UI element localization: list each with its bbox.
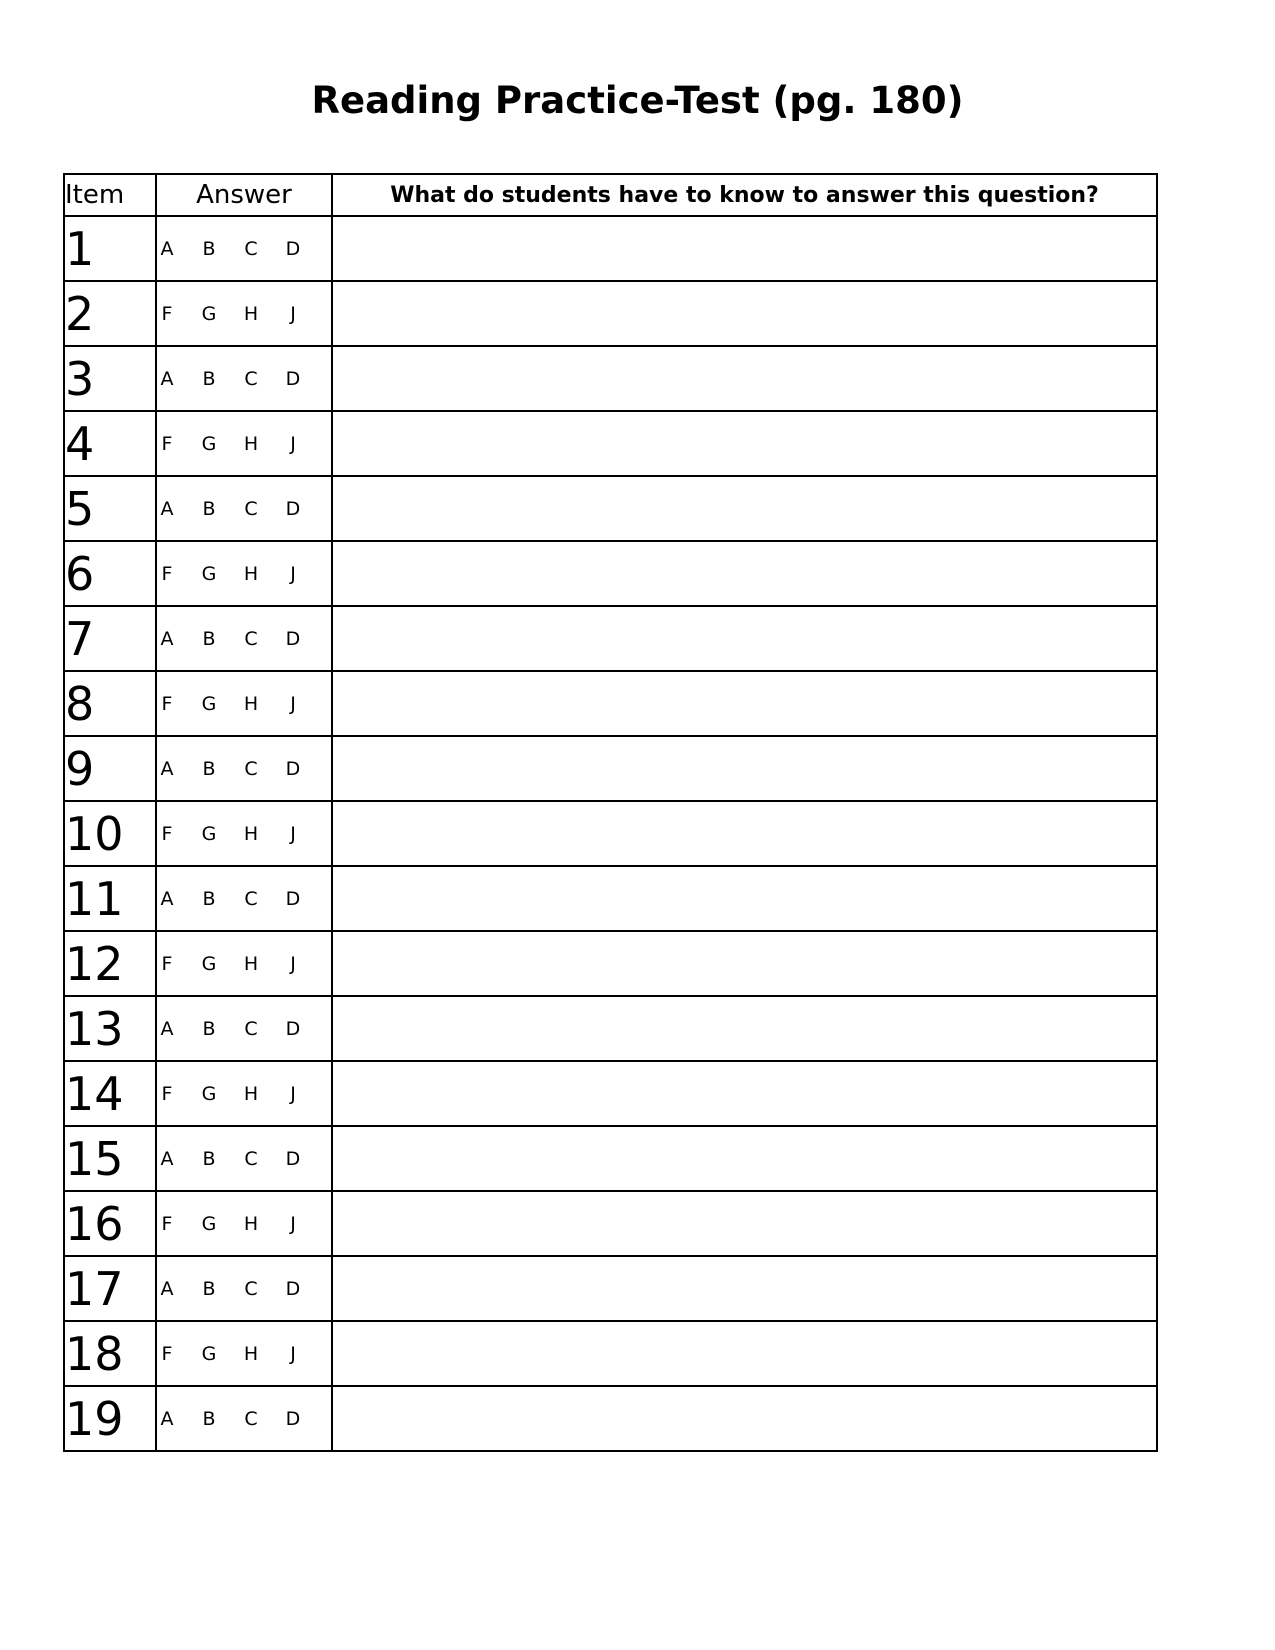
answer-choices [157, 368, 303, 390]
table-row [64, 411, 1157, 476]
answer-choices-cell [156, 606, 332, 671]
table-row [64, 866, 1157, 931]
item-column-header: Item [64, 174, 156, 216]
answer-choice[interactable]: A [160, 1277, 174, 1300]
table-body [64, 216, 1157, 1451]
answer-choices-cell [156, 1191, 332, 1256]
item-number: 11 [64, 866, 156, 931]
knowledge-response-cell[interactable] [332, 996, 1157, 1061]
table-row [64, 216, 1157, 281]
answer-choice[interactable]: H [243, 952, 259, 975]
knowledge-response-cell[interactable] [332, 801, 1157, 866]
answer-choice[interactable]: B [202, 757, 216, 780]
table-row [64, 1191, 1157, 1256]
page-title: Reading Practice-Test (pg. 180) [311, 79, 964, 122]
answer-choice[interactable]: C [244, 1407, 258, 1430]
answer-choices [157, 303, 303, 325]
item-number: 10 [64, 801, 156, 866]
answer-choices-cell [156, 1061, 332, 1126]
item-number: 6 [64, 541, 156, 606]
knowledge-response-cell[interactable] [332, 736, 1157, 801]
answer-choice[interactable]: D [285, 1017, 301, 1040]
knowledge-response-cell[interactable] [332, 411, 1157, 476]
knowledge-response-cell[interactable] [332, 1321, 1157, 1386]
answer-choice[interactable]: F [161, 822, 173, 845]
answer-choice[interactable]: D [285, 1147, 301, 1170]
table-row [64, 541, 1157, 606]
answer-choice[interactable]: C [244, 237, 258, 260]
answer-choice[interactable]: D [285, 757, 301, 780]
answer-choice[interactable]: B [202, 237, 216, 260]
answer-choices [157, 888, 303, 910]
answer-choice[interactable]: G [201, 952, 217, 975]
item-number: 17 [64, 1256, 156, 1321]
answer-column-header: Answer [156, 174, 332, 216]
answer-choices-cell [156, 1256, 332, 1321]
knowledge-response-cell[interactable] [332, 216, 1157, 281]
answer-choice[interactable]: D [285, 887, 301, 910]
item-number: 14 [64, 1061, 156, 1126]
table-row [64, 1386, 1157, 1451]
answer-choice[interactable]: H [243, 1212, 259, 1235]
table-row [64, 736, 1157, 801]
item-number: 12 [64, 931, 156, 996]
knowledge-column-header: What do students have to know to answer this question? [332, 174, 1157, 216]
answer-choices-cell [156, 216, 332, 281]
table-row [64, 671, 1157, 736]
table-row [64, 476, 1157, 541]
answer-choice[interactable]: B [202, 1147, 216, 1170]
answer-choices [157, 953, 303, 975]
knowledge-response-cell[interactable] [332, 1191, 1157, 1256]
answer-choice[interactable]: J [290, 432, 296, 455]
table-row [64, 996, 1157, 1061]
knowledge-response-cell[interactable] [332, 1256, 1157, 1321]
answer-choices-cell [156, 476, 332, 541]
answer-choice[interactable]: A [160, 757, 174, 780]
answer-choices-cell [156, 996, 332, 1061]
answer-choice[interactable]: G [201, 692, 217, 715]
item-number: 15 [64, 1126, 156, 1191]
table-row [64, 281, 1157, 346]
answer-choice[interactable]: F [161, 952, 173, 975]
answer-choice[interactable]: J [290, 1342, 296, 1365]
knowledge-response-cell[interactable] [332, 1126, 1157, 1191]
answer-choice[interactable]: F [161, 1342, 173, 1365]
answer-choices [157, 1148, 303, 1170]
table-row [64, 1061, 1157, 1126]
answer-choice[interactable]: A [160, 1407, 174, 1430]
knowledge-response-cell[interactable] [332, 281, 1157, 346]
answer-choice[interactable]: G [201, 432, 217, 455]
item-number: 18 [64, 1321, 156, 1386]
answer-choice[interactable]: A [160, 237, 174, 260]
answer-choice[interactable]: D [285, 497, 301, 520]
table-row [64, 931, 1157, 996]
item-number: 3 [64, 346, 156, 411]
answer-choices-cell [156, 346, 332, 411]
answer-choice[interactable]: D [285, 1277, 301, 1300]
answer-choice[interactable]: A [160, 627, 174, 650]
answer-choice[interactable]: A [160, 497, 174, 520]
answer-choice[interactable]: B [202, 367, 216, 390]
answer-choices-cell [156, 411, 332, 476]
answer-choice[interactable]: D [285, 627, 301, 650]
answer-choice[interactable]: J [290, 1082, 296, 1105]
answer-choice[interactable]: J [290, 692, 296, 715]
answer-choice[interactable]: G [201, 562, 217, 585]
answer-choice[interactable]: C [244, 627, 258, 650]
answer-choice[interactable]: C [244, 887, 258, 910]
answer-choice[interactable]: A [160, 887, 174, 910]
answer-choices [157, 1018, 303, 1040]
item-number: 8 [64, 671, 156, 736]
answer-choices-cell [156, 1386, 332, 1451]
answer-choices [157, 563, 303, 585]
answer-choices [157, 433, 303, 455]
header-row [64, 174, 1157, 216]
item-number: 16 [64, 1191, 156, 1256]
answer-choice[interactable]: F [161, 302, 173, 325]
answer-choice[interactable]: A [160, 367, 174, 390]
answer-choice[interactable]: D [285, 237, 301, 260]
table-row [64, 346, 1157, 411]
knowledge-response-cell[interactable] [332, 1061, 1157, 1126]
answer-choice[interactable]: B [202, 627, 216, 650]
answer-choice[interactable]: A [160, 1017, 174, 1040]
answer-choice[interactable]: J [290, 952, 296, 975]
answer-choices [157, 1278, 303, 1300]
answer-choice[interactable]: B [202, 1407, 216, 1430]
answer-choice[interactable]: G [201, 1342, 217, 1365]
answer-choice[interactable]: C [244, 757, 258, 780]
knowledge-response-cell[interactable] [332, 931, 1157, 996]
item-number: 7 [64, 606, 156, 671]
answer-choice[interactable]: C [244, 497, 258, 520]
answer-choices-cell [156, 541, 332, 606]
table-row [64, 1126, 1157, 1191]
answer-choice[interactable]: H [243, 1342, 259, 1365]
answer-choice[interactable]: J [290, 822, 296, 845]
answer-choice[interactable]: H [243, 302, 259, 325]
knowledge-response-cell[interactable] [332, 541, 1157, 606]
answer-sheet-table [63, 173, 1158, 1452]
answer-choices-cell [156, 1126, 332, 1191]
knowledge-response-cell[interactable] [332, 476, 1157, 541]
answer-choices [157, 693, 303, 715]
answer-choice[interactable]: C [244, 367, 258, 390]
answer-choice[interactable]: J [290, 1212, 296, 1235]
answer-choices [157, 758, 303, 780]
knowledge-response-cell[interactable] [332, 606, 1157, 671]
answer-choices [157, 1083, 303, 1105]
answer-choices-cell [156, 736, 332, 801]
table-row [64, 801, 1157, 866]
answer-choice[interactable]: B [202, 1277, 216, 1300]
answer-choice[interactable]: H [243, 692, 259, 715]
answer-choices-cell [156, 866, 332, 931]
table-row [64, 1256, 1157, 1321]
answer-choice[interactable]: B [202, 887, 216, 910]
answer-choices [157, 238, 303, 260]
item-number: 1 [64, 216, 156, 281]
answer-choices-cell [156, 1321, 332, 1386]
knowledge-response-cell[interactable] [332, 346, 1157, 411]
answer-choice[interactable]: H [243, 1082, 259, 1105]
answer-choice[interactable]: G [201, 302, 217, 325]
answer-choice[interactable]: F [161, 1082, 173, 1105]
answer-choices-cell [156, 931, 332, 996]
answer-choices [157, 1343, 303, 1365]
answer-choice[interactable]: G [201, 822, 217, 845]
answer-choices [157, 1213, 303, 1235]
item-number: 13 [64, 996, 156, 1061]
answer-choice[interactable]: H [243, 562, 259, 585]
answer-choices-cell [156, 281, 332, 346]
answer-choice[interactable]: D [285, 1407, 301, 1430]
item-number: 9 [64, 736, 156, 801]
knowledge-response-cell[interactable] [332, 1386, 1157, 1451]
table-row [64, 606, 1157, 671]
answer-choice[interactable]: C [244, 1147, 258, 1170]
answer-choice[interactable]: F [161, 692, 173, 715]
answer-choice[interactable]: A [160, 1147, 174, 1170]
item-number: 2 [64, 281, 156, 346]
answer-choice[interactable]: B [202, 1017, 216, 1040]
answer-choices-cell [156, 801, 332, 866]
answer-choice[interactable]: J [290, 562, 296, 585]
answer-choice[interactable]: C [244, 1277, 258, 1300]
answer-choice[interactable]: C [244, 1017, 258, 1040]
item-number: 5 [64, 476, 156, 541]
answer-choices [157, 628, 303, 650]
item-number: 19 [64, 1386, 156, 1451]
answer-choice[interactable]: H [243, 822, 259, 845]
answer-choice[interactable]: B [202, 497, 216, 520]
answer-choices-cell [156, 671, 332, 736]
answer-choice[interactable]: J [290, 302, 296, 325]
answer-choices [157, 498, 303, 520]
table-row [64, 1321, 1157, 1386]
knowledge-response-cell[interactable] [332, 866, 1157, 931]
answer-choice[interactable]: G [201, 1082, 217, 1105]
answer-choice[interactable]: F [161, 562, 173, 585]
answer-choices [157, 823, 303, 845]
answer-choice[interactable]: H [243, 432, 259, 455]
item-number: 4 [64, 411, 156, 476]
knowledge-response-cell[interactable] [332, 671, 1157, 736]
answer-choice[interactable]: F [161, 1212, 173, 1235]
answer-choices [157, 1408, 303, 1430]
answer-choice[interactable]: G [201, 1212, 217, 1235]
answer-choice[interactable]: D [285, 367, 301, 390]
answer-choice[interactable]: F [161, 432, 173, 455]
